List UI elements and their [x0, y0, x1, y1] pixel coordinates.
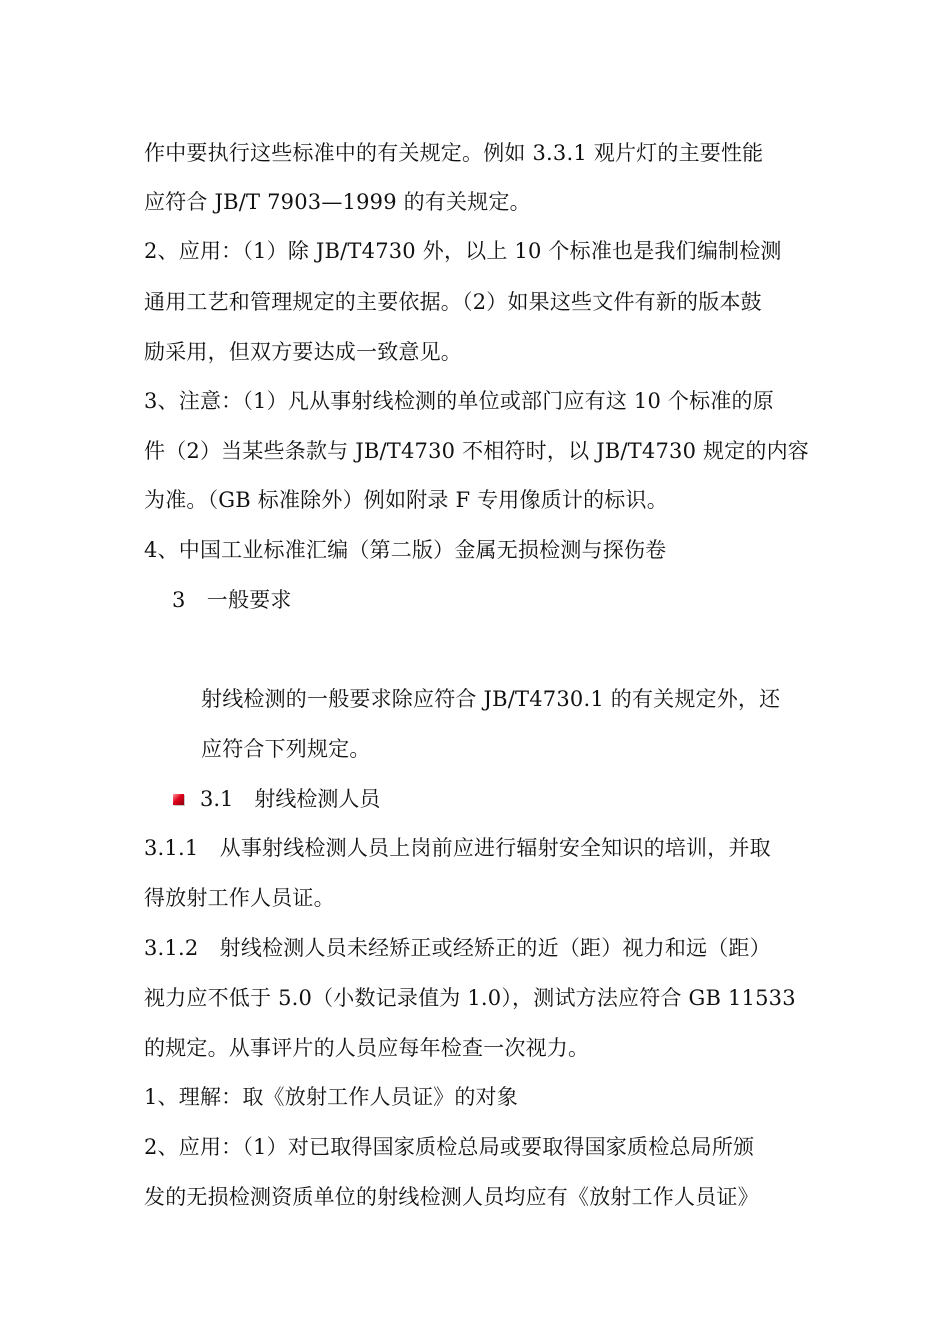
text-line: 2、应用：（1）对已取得国家质检总局或要取得国家质检总局所颁	[144, 1135, 755, 1159]
text-line: 通用工艺和管理规定的主要依据。（2）如果这些文件有新的版本鼓	[144, 290, 762, 314]
text-line: 件（2）当某些条款与 JB/T4730 不相符时，以 JB/T4730 规定的内容	[144, 439, 810, 463]
red-square-bullet-icon	[173, 794, 184, 805]
text-line: 为准。（GB 标准除外）例如附录 F 专用像质计的标识。	[144, 488, 668, 512]
section-heading: 3 一般要求	[172, 588, 292, 612]
text-line: 视力应不低于 5.0（小数记录值为 1.0），测试方法应符合 GB 11533	[144, 986, 796, 1010]
text-line: 作中要执行这些标准中的有关规定。例如 3.3.1 观片灯的主要性能	[144, 141, 764, 165]
text-line: 得放射工作人员证。	[144, 886, 335, 910]
text-line: 1、理解：取《放射工作人员证》的对象	[144, 1085, 518, 1109]
text-line: 4、中国工业标准汇编（第二版）金属无损检测与探伤卷	[144, 538, 667, 562]
text-line: 3.1.2 射线检测人员未经矫正或经矫正的近（距）视力和远（距）	[144, 936, 771, 960]
text-line: 3、注意：（1）凡从事射线检测的单位或部门应有这 10 个标准的原	[144, 389, 774, 413]
text-line: 3.1.1 从事射线检测人员上岗前应进行辐射安全知识的培训，并取	[144, 836, 771, 860]
text-line: 2、应用：（1）除 JB/T4730 外，以上 10 个标准也是我们编制检测	[144, 239, 782, 263]
intro-line: 射线检测的一般要求除应符合 JB/T4730.1 的有关规定外，还	[201, 687, 781, 711]
bullet-heading	[173, 785, 380, 813]
text-line: 应符合 JB/T 7903—1999 的有关规定。	[144, 190, 531, 214]
text-line: 发的无损检测资质单位的射线检测人员均应有《放射工作人员证》	[144, 1185, 759, 1209]
text-line: 的规定。从事评片的人员应每年检查一次视力。	[144, 1036, 590, 1060]
text-line: 励采用，但双方要达成一致意见。	[144, 340, 462, 364]
bullet-heading-text: 3.1 射线检测人员	[200, 787, 381, 811]
intro-line: 应符合下列规定。	[201, 737, 371, 761]
